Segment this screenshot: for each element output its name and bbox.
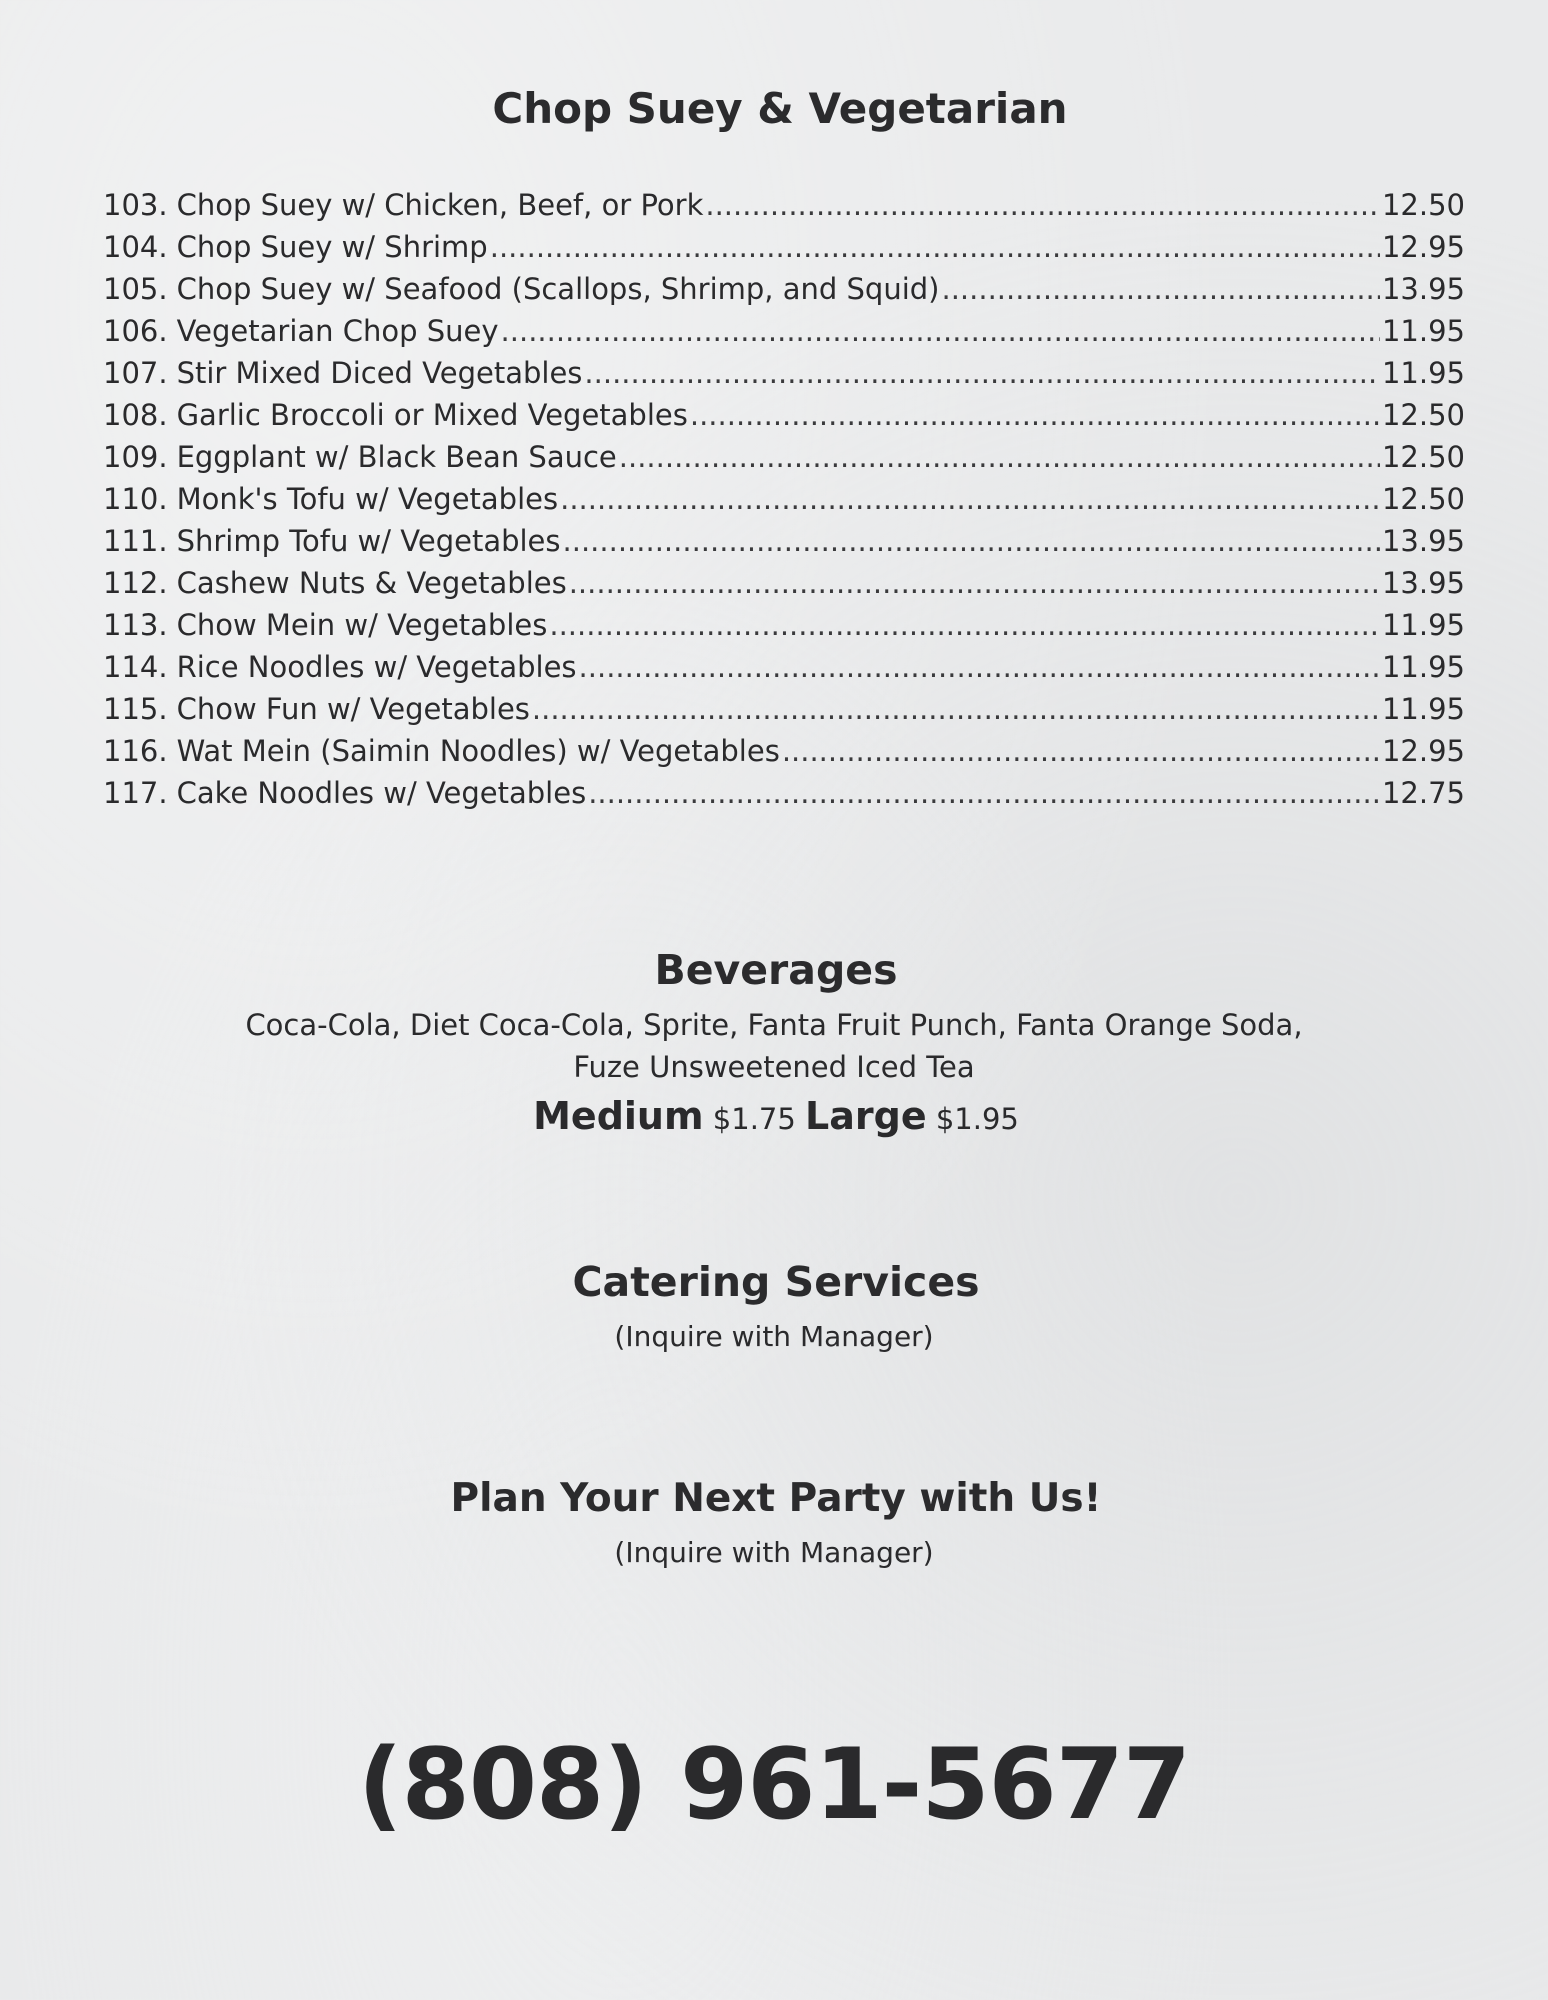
beverage-prices: [2, 1094, 1548, 1138]
menu-item-number: 112.: [103, 566, 168, 600]
catering-title: Catering Services: [572, 1258, 980, 1306]
menu-item-price: 12.50: [1381, 440, 1465, 474]
menu-item-number: 105.: [103, 272, 168, 306]
menu-item-price: 12.95: [1381, 230, 1465, 264]
beverages-title: Beverages: [654, 946, 898, 994]
menu-item-name: Stir Mixed Diced Vegetables: [176, 356, 583, 390]
menu-item-name: Cashew Nuts & Vegetables: [176, 566, 567, 600]
menu-item-price: 13.95: [1381, 566, 1465, 600]
beverages-list-line-2: Fuze Unsweetened Iced Tea: [573, 1050, 975, 1084]
menu-item-number: 114.: [103, 650, 168, 684]
menu-item: [103, 562, 1465, 604]
dot-leader: [563, 520, 1380, 562]
phone-number: (808) 961-5677: [357, 1728, 1191, 1842]
large-price: $1.95: [935, 1102, 1019, 1136]
dot-leader: [560, 478, 1380, 520]
menu-item: [103, 352, 1465, 394]
menu-item-name: Chop Suey w/ Seafood (Scallops, Shrimp, and Squid): [176, 272, 940, 306]
menu-item-price: 12.95: [1381, 734, 1465, 768]
menu-item: [103, 604, 1465, 646]
menu-item: [103, 268, 1465, 310]
large-size-label: Large: [805, 1094, 927, 1138]
dot-leader: [501, 310, 1380, 352]
menu-item-name: Shrimp Tofu w/ Vegetables: [176, 524, 561, 558]
dot-leader: [579, 646, 1380, 688]
menu-item-price: 13.95: [1381, 524, 1465, 558]
menu-item-name: Chop Suey w/ Shrimp: [176, 230, 488, 264]
menu-item-number: 117.: [103, 776, 168, 810]
menu-item-name: Chop Suey w/ Chicken, Beef, or Pork: [176, 188, 704, 222]
menu-item-name: Monk's Tofu w/ Vegetables: [176, 482, 559, 516]
party-title: Plan Your Next Party with Us!: [450, 1476, 1102, 1521]
menu-item: [103, 688, 1465, 730]
menu-item-price: 11.95: [1381, 608, 1465, 642]
menu-item-name: Garlic Broccoli or Mixed Vegetables: [176, 398, 688, 432]
menu-item-price: 11.95: [1381, 314, 1465, 348]
menu-item-number: 110.: [103, 482, 168, 516]
menu-item: [103, 184, 1465, 226]
menu-item-number: 107.: [103, 356, 168, 390]
dot-leader: [782, 730, 1380, 772]
menu-item-price: 13.95: [1381, 272, 1465, 306]
menu-item: [103, 394, 1465, 436]
menu-item-name: Chow Fun w/ Vegetables: [176, 692, 530, 726]
menu-item-number: 108.: [103, 398, 168, 432]
party-note: (Inquire with Manager): [614, 1536, 934, 1569]
menu-item-price: 12.50: [1381, 188, 1465, 222]
menu-item-number: 104.: [103, 230, 168, 264]
menu-item-name: Cake Noodles w/ Vegetables: [176, 776, 587, 810]
menu-item-price: 12.50: [1381, 482, 1465, 516]
menu-item: [103, 520, 1465, 562]
dot-leader: [619, 436, 1380, 478]
medium-price: $1.75: [712, 1102, 796, 1136]
dot-leader: [569, 562, 1380, 604]
menu-item-number: 116.: [103, 734, 168, 768]
menu-item-price: 12.75: [1381, 776, 1465, 810]
menu-item-name: Rice Noodles w/ Vegetables: [176, 650, 577, 684]
menu-item-number: 111.: [103, 524, 168, 558]
menu-item-name: Vegetarian Chop Suey: [176, 314, 499, 348]
menu-item-price: 11.95: [1381, 650, 1465, 684]
menu-item-name: Wat Mein (Saimin Noodles) w/ Vegetables: [176, 734, 780, 768]
dot-leader: [705, 184, 1380, 226]
dot-leader: [490, 226, 1380, 268]
beverages-list-line-1: Coca-Cola, Diet Coca-Cola, Sprite, Fanta Fruit Punch, Fanta Orange Soda,: [245, 1008, 1303, 1042]
menu-item-price: 12.50: [1381, 398, 1465, 432]
dot-leader: [549, 604, 1380, 646]
menu-item-number: 113.: [103, 608, 168, 642]
menu-item-number: 103.: [103, 188, 168, 222]
menu-item: [103, 772, 1465, 814]
menu-item-name: Eggplant w/ Black Bean Sauce: [176, 440, 617, 474]
menu-item-number: 115.: [103, 692, 168, 726]
dot-leader: [532, 688, 1380, 730]
menu-item: [103, 310, 1465, 352]
dot-leader: [588, 772, 1380, 814]
dot-leader: [690, 394, 1380, 436]
chop-suey-menu-list: [103, 184, 1465, 814]
menu-item: [103, 730, 1465, 772]
medium-size-label: Medium: [533, 1094, 704, 1138]
menu-item-number: 106.: [103, 314, 168, 348]
menu-item: [103, 478, 1465, 520]
menu-item: [103, 436, 1465, 478]
menu-item: [103, 646, 1465, 688]
chop-suey-section-title: Chop Suey & Vegetarian: [492, 84, 1068, 133]
menu-item-number: 109.: [103, 440, 168, 474]
dot-leader: [584, 352, 1380, 394]
menu-item-price: 11.95: [1381, 356, 1465, 390]
menu-item-name: Chow Mein w/ Vegetables: [176, 608, 548, 642]
menu-item: [103, 226, 1465, 268]
catering-note: (Inquire with Manager): [614, 1320, 934, 1353]
dot-leader: [942, 268, 1380, 310]
menu-item-price: 11.95: [1381, 692, 1465, 726]
